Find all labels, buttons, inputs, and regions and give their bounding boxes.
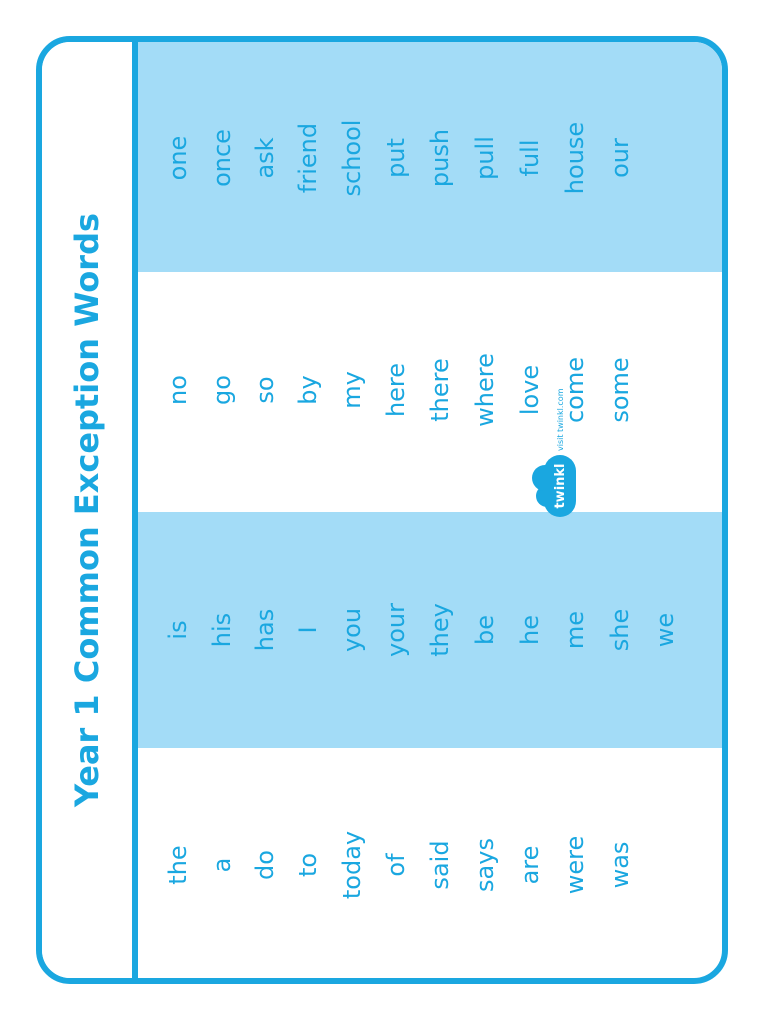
word: was — [606, 841, 634, 889]
word-column-1 — [138, 748, 722, 984]
twinkl-logo — [540, 387, 580, 517]
word: you — [338, 607, 366, 653]
word: his — [208, 612, 236, 648]
word: are — [516, 845, 544, 885]
word: no — [164, 375, 192, 405]
word: were — [561, 835, 589, 895]
word: push — [426, 128, 454, 188]
word: our — [606, 138, 634, 178]
word: love — [516, 364, 544, 416]
word: she — [606, 608, 634, 652]
word: has — [251, 608, 279, 652]
word-column-2 — [138, 512, 722, 748]
word: go — [208, 375, 236, 405]
word: where — [471, 353, 499, 427]
word: to — [294, 852, 322, 878]
brand-name: twinkl — [552, 463, 568, 509]
word: ask — [251, 137, 279, 179]
word: said — [426, 840, 454, 890]
word: the — [164, 845, 192, 885]
word: school — [338, 119, 366, 197]
word: some — [606, 357, 634, 423]
word: do — [251, 850, 279, 880]
cloud-icon — [544, 455, 576, 517]
word-columns — [138, 42, 722, 978]
word: your — [382, 603, 410, 657]
word: a — [208, 857, 236, 873]
word: come — [561, 356, 589, 424]
word: one — [164, 135, 192, 181]
word: today — [338, 830, 366, 900]
word: full — [516, 139, 544, 177]
word: friend — [294, 122, 322, 194]
word: we — [651, 612, 679, 648]
word: be — [471, 615, 499, 645]
word: says — [471, 838, 499, 892]
word: me — [561, 610, 589, 650]
word-mat — [36, 36, 728, 984]
word: once — [208, 129, 236, 187]
visit-text: visit twinkl.com — [555, 388, 565, 451]
word: pull — [471, 136, 499, 180]
word: he — [516, 615, 544, 645]
word-column-3 — [138, 272, 722, 512]
word: they — [426, 603, 454, 657]
word-column-4 — [138, 42, 722, 272]
word: here — [382, 362, 410, 418]
word: put — [382, 138, 410, 178]
title-strip — [42, 42, 138, 978]
word: I — [294, 626, 322, 634]
word: of — [382, 853, 410, 877]
word: is — [164, 620, 192, 640]
word: so — [251, 376, 279, 404]
word: house — [561, 121, 589, 195]
word: there — [426, 358, 454, 422]
word: by — [294, 375, 322, 405]
word: my — [338, 371, 366, 409]
page-title: Year 1 Common Exception Words — [68, 212, 106, 808]
